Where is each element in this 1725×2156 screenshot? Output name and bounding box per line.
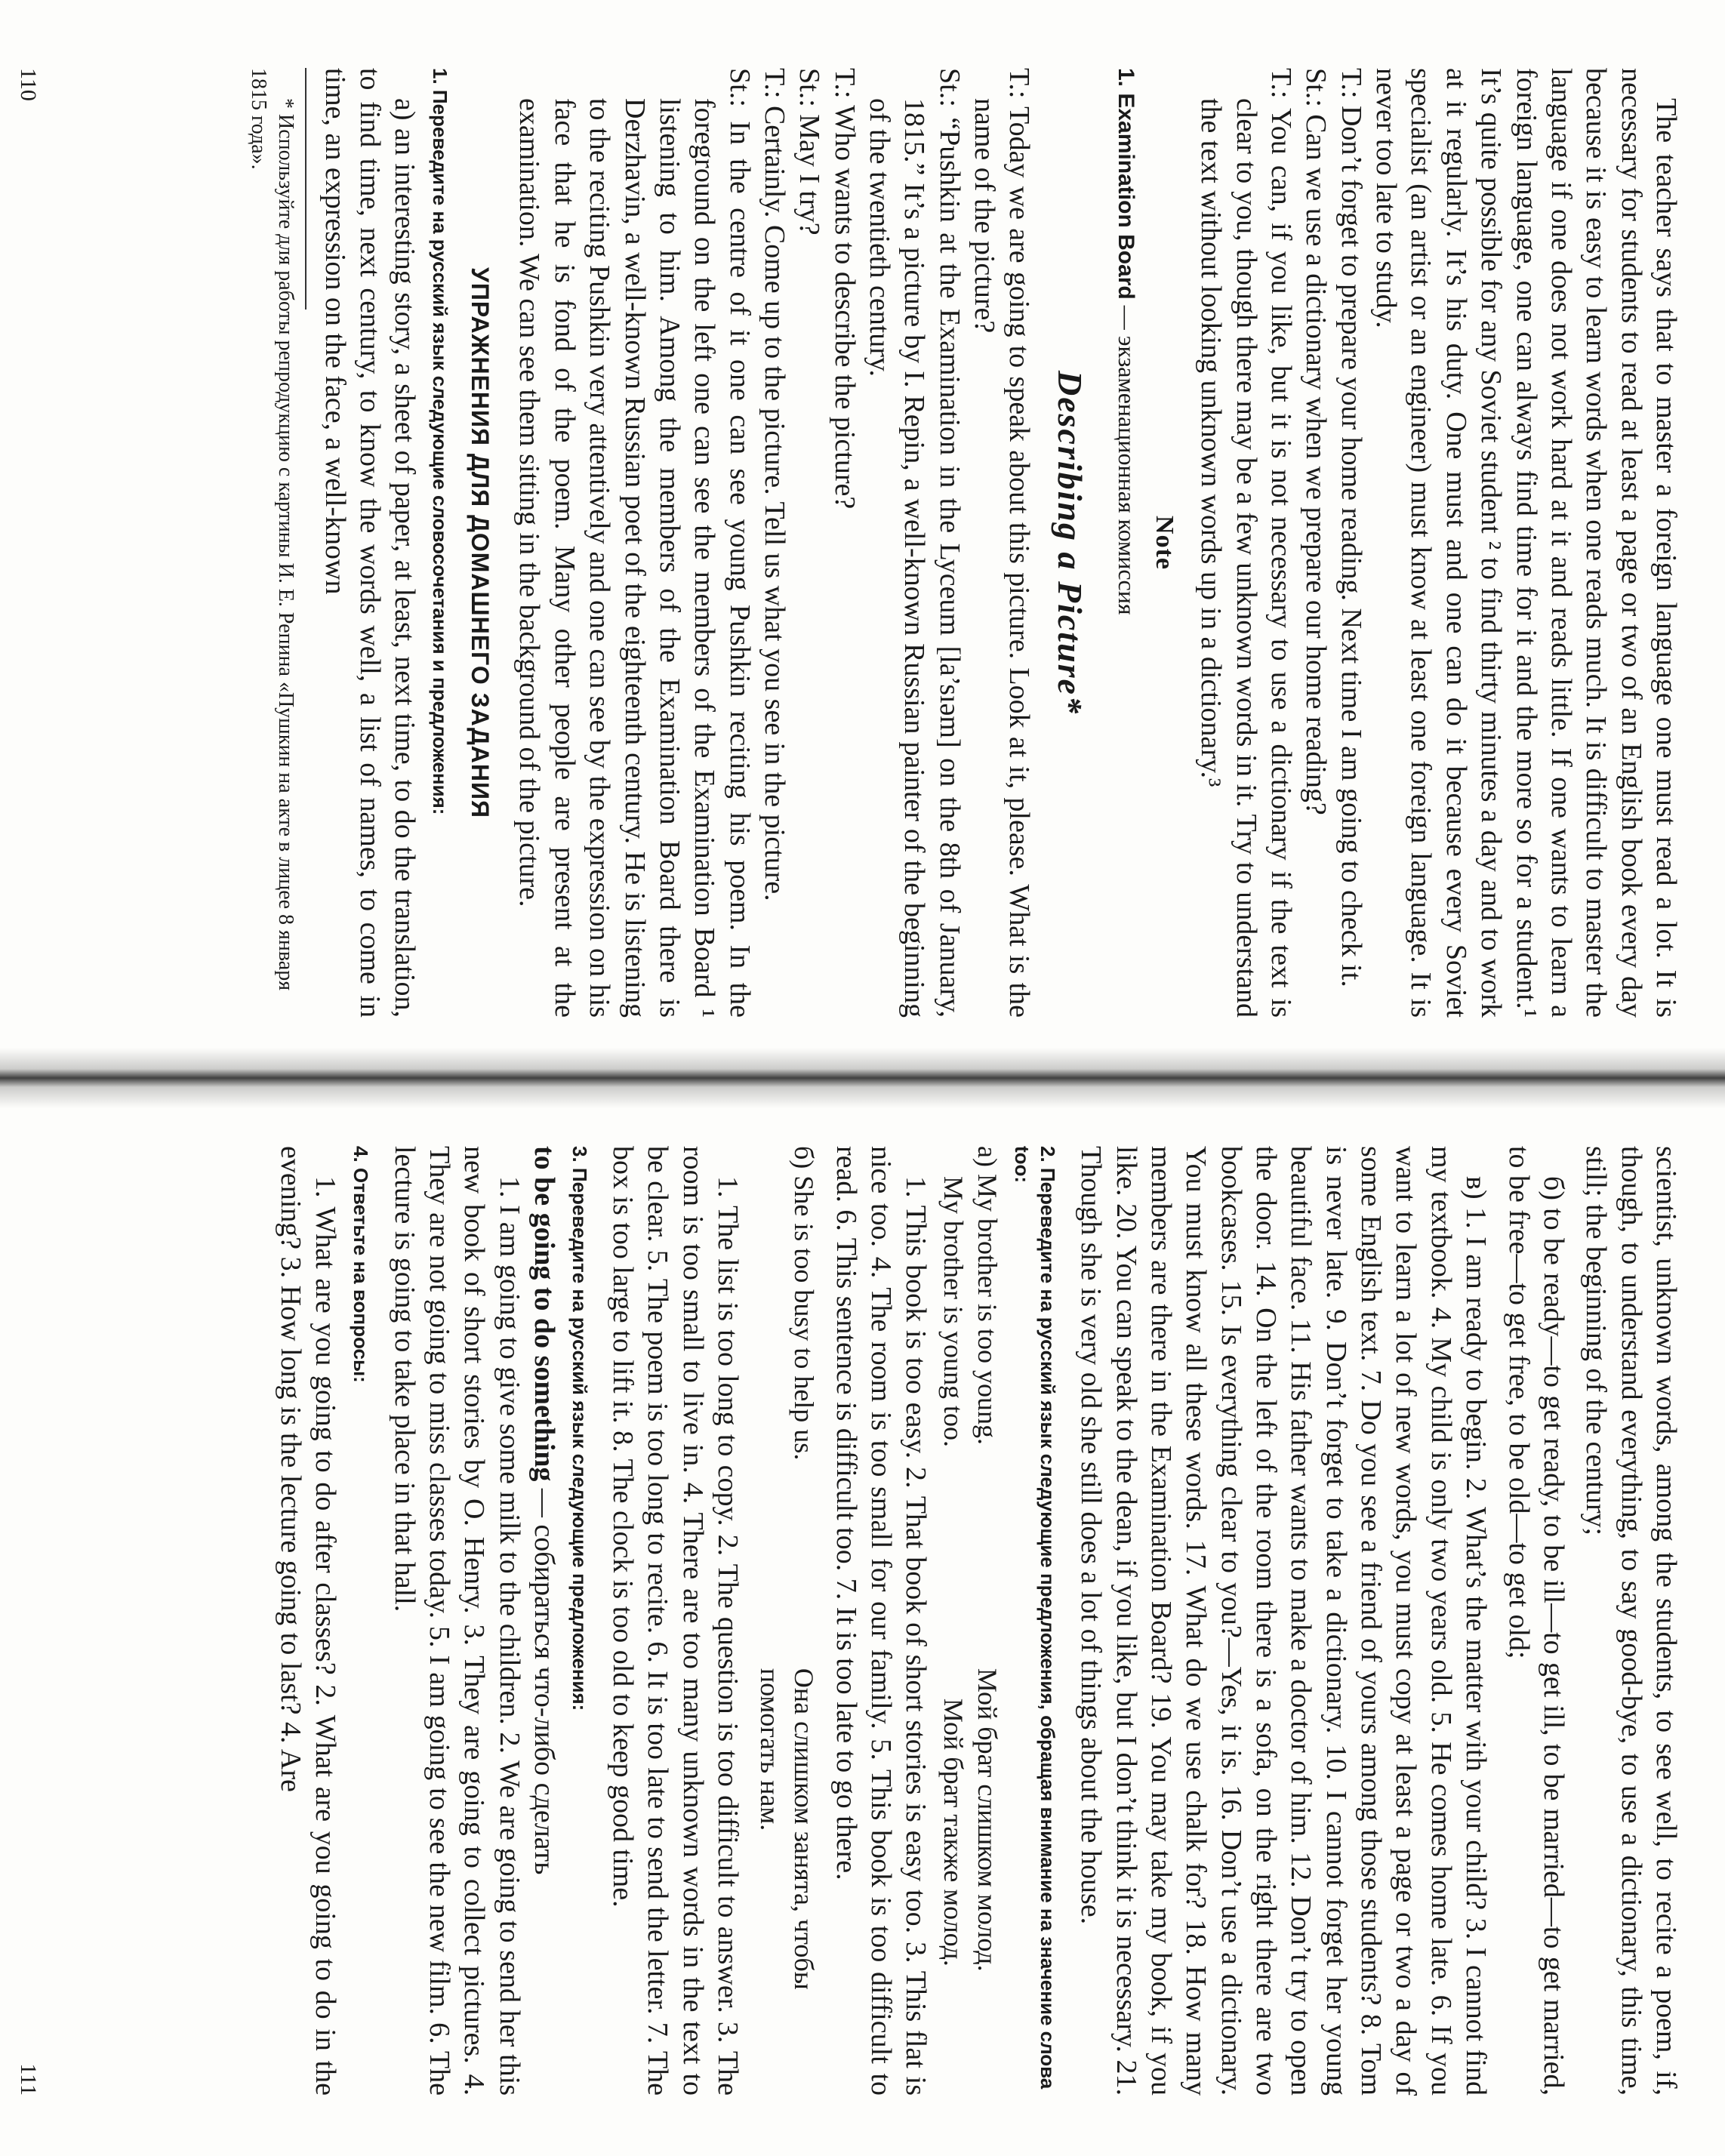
dialog-line: St.: “Pushkin at the Examination in the Lyceum [la’sıəm] on the 8th of January, 1815.” It’s a picture by I. Repin, a well-known Russian painter of the beginning of the twentieth century. <box>864 68 966 1018</box>
page-number-left: 110 <box>16 68 41 101</box>
exercise-4-items: 1. What are you going to do after classes? 2. What are you going to do in the evening? 3. How long is the lecture going to last? 4. Are <box>275 1146 342 2096</box>
note-heading: Note <box>1150 516 1178 570</box>
page-number-right: 111 <box>16 2063 41 2096</box>
section-title: Describing a Picture* <box>1051 371 1090 715</box>
exercise-1-heading: 1. Переведите на русский язык следующие словосочетания и предложения: <box>429 68 452 815</box>
dialog-line: St.: In the centre of it one can see young Pushkin reciting his poem. In the foreground on the left one can see the members of the Examination Board ¹ listening to him. Among the members of the Examination Board there is Derzhavin, a well-known Russian poet of the eighteenth century. He is listening to the reciting Pushkin very attentively and one can see by the expression on his face that he is fond of the poem. Many other people are present at the examination. We can see them sitting in the background of the picture. <box>513 68 756 1018</box>
dialog-line: T.: Don’t forget to prepare your home reading. Next time I am going to check it. <box>1335 68 1367 987</box>
exercise-1a-continued: scientist, unknown words, among the students, to see well, to recite a poem, if, though, to understand everything, to say good-bye, to use a dictionary, this time, still; the beginning of the century; <box>1580 1146 1682 2096</box>
dialog-line: St.: Can we use a dictionary when we prepare our home reading? <box>1300 68 1332 815</box>
intro-paragraph: The teacher says that to master a foreign language one must read a lot. It is necessary for students to read at least a page or two of an English book every day because it is easy to learn words when one reads much. It is difficult to master the language if one does not work hard at it and reads little. If one wants to learn a foreign language, one can always find time for it and the more so for a student.¹ It’s quite possible for any Soviet student ² to find thirty minutes a day and to work at it regularly. It’s his duty. One must and one can do it because every Soviet specialist (an artist or an engineer) must know at least one foreign language. It is never too late to study. <box>1370 68 1682 1018</box>
dialog-line: T.: Who wants to describe the picture? <box>828 68 861 510</box>
exercise-4-heading: 4. Ответьте на вопросы: <box>350 1146 373 1383</box>
dialog-line: St.: May I try? <box>793 68 826 236</box>
note-definition: — экзаменационная комиссия <box>1113 299 1141 615</box>
translation-pair: My brother is young too. Мой брат также молод. <box>938 1176 969 1967</box>
exercise-3-items: 1. I am going to give some milk to the children. 2. We are going to send her this new book of short stories by O. Henry. 3. They are going to collect pictures. 4. They are not going to miss classes today. 5. I am going to see the new film. 6. The lecture is going to take place in that hall. <box>388 1146 525 2096</box>
exercise-1a: а) an interesting story, a sheet of paper, at least, next time, to do the translation, to find time, next century, to know the words well, a list of names, to come in time, an expression on the face, a well-known <box>319 68 421 1018</box>
footnote-divider <box>305 68 306 310</box>
right-page <box>0 1078 1725 2156</box>
exercise-1v: в) 1. I am ready to begin. 2. What’s the matter with your child? 3. I cannot find my textbook. 4. My child is only two years old. 5. He comes home late. 6. If you want to learn a lot of new words, you must copy at least a page or two a day of some English text. 7. Do you see a friend of yours among those students? 8. Tom is never late. 9. Don’t forget to take a dictionary. 10. I cannot forget her young beautiful face. 11. His father wants to make a doctor of him. 12. Don’t try to open the door. 14. On the left of the room there is a sofa, on the right there are two bookcases. 15. Is everything clear to you?—Yes, it is. 16. Don’t use a dictionary. You must know all these words. 17. What do we use chalk for? 18. How many members are there in the Examination Board? 19. You may take my book, if you like. 20. You can speak to the dean, if you like, but I don’t think it is necessary. 21. Though she is very old she still does a lot of things about the house. <box>1075 1146 1492 2096</box>
translation-pair: б) She is too busy to help us. Она слишком занята, чтобы помогать нам. <box>755 1146 820 1990</box>
dialog-line: T.: Certainly. Come up to the picture. Tell us what you see in the picture. <box>758 68 790 901</box>
exercise-2b-items: 1. The list is too long to copy. 2. The question is too difficult to answer. 3. The room is too small to live in. 4. There are too many unknown words in the text to be clear. 5. The poem is too long to recite. 6. It is too late to send the letter. 7. The box is too large to lift it. 8. The clock is too old to keep good time. <box>607 1146 744 2096</box>
dialog-line: T.: You can, if you like, but it is not necessary to use a dictionary if the text is clear to you, though there may be a few unknown words in it. Try to understand the text without looking unknown words up in a dictionary.³ <box>1195 68 1298 1018</box>
dialog-home-reading <box>1194 68 1369 1018</box>
note-item <box>1111 68 1142 1018</box>
exercise-2a-items: 1. This book is too easy. 2. That book of short stories is easy too. 3. This flat is nice too. 4. The room is too small for our family. 5. This book is too difficult to read. 6. This sentence is difficult too. 7. It is too late to go there. <box>830 1146 932 2096</box>
exercise-2-heading: 2. Переведите на русский язык следующие предложения, обращая внимание на значение слова too: <box>1011 1146 1059 2090</box>
exercise-3-phrase: to be going to do something — собираться что-либо сделать <box>528 1146 560 1875</box>
exercises-heading: УПРАЖНЕНИЯ ДЛЯ ДОМАШНЕГО ЗАДАНИЯ <box>467 267 494 818</box>
dialog-line: T.: Today we are going to speak about this picture. Look at it, please. What is the name of the picture? <box>969 68 1036 1018</box>
dialog-picture <box>512 68 1037 1018</box>
exercise-3-heading: 3. Переведите на русский язык следующие предложения: <box>568 1146 591 1711</box>
translation-pair: а) My brother is too young. Мой брат слишком молод. <box>972 1146 1003 1972</box>
note-term: 1. Examination Board <box>1113 68 1138 300</box>
footnote: * Используйте для работы репродукцию с картины И. Е. Репина «Пушкин на акте в лицее 8 января 1815 года». <box>246 68 298 991</box>
exercise-1b: б) to be ready—to get ready, to be ill—to get ill, to be married—to get married, to be free—to get free, to be old—to get old; <box>1502 1146 1569 2096</box>
